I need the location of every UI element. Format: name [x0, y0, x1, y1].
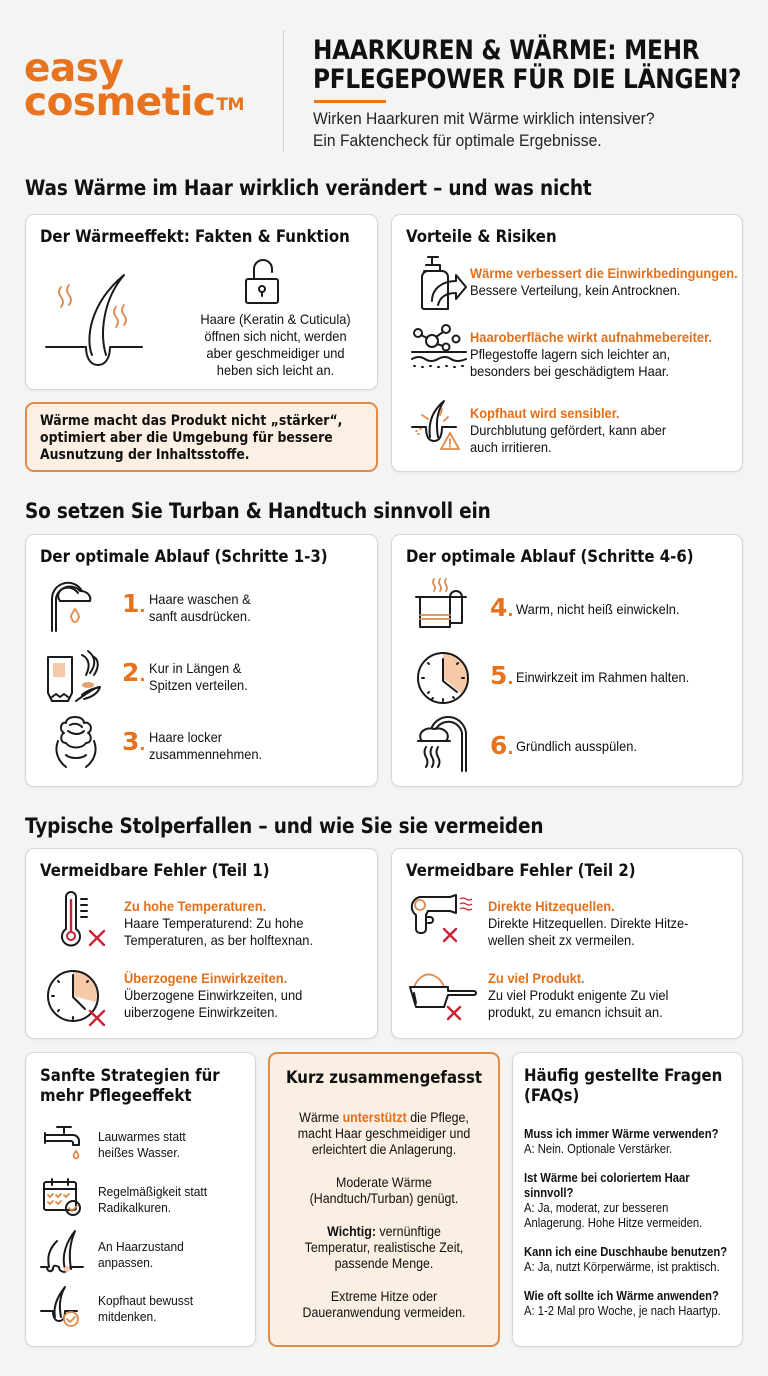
step-3-text [149, 729, 333, 763]
strategy-item [98, 1184, 241, 1216]
item-text: auch irritieren. [470, 439, 552, 455]
callout-line: optimiert aber die Umgebung für bessere [40, 430, 333, 446]
card-title: Der optimale Ablauf (Schritte 1-3) [40, 547, 328, 567]
summary-title: Kurz zusammengefasst [285, 1068, 483, 1088]
faq-answer: A: Ja, moderat, zur besseren [524, 1201, 669, 1215]
text: (Handtuch/Turban) genügt. [309, 1191, 459, 1206]
card-title: Vorteile & Risiken [406, 227, 557, 247]
risk-item [470, 405, 746, 456]
strategy-item [98, 1129, 241, 1161]
effect-description [186, 311, 365, 379]
item-text: Zu viel Produkt enigente Zu viel [488, 987, 669, 1003]
step-6-text [516, 738, 718, 755]
text: Temperatur, realistische Zeit, [304, 1240, 464, 1255]
strategy-text: An Haarzustand [98, 1239, 184, 1254]
step-text: Gründlich ausspülen. [516, 738, 638, 754]
scoop-x-icon [408, 969, 480, 1025]
section-title-warmth-effect: Was Wärme im Haar wirklich verändert – und was nicht [25, 176, 592, 200]
strategy-item [98, 1293, 241, 1325]
item-heading: Wärme verbessert die Einwirkbedingungen. [470, 265, 738, 281]
step-1-text [149, 591, 333, 625]
summary-p4 [283, 1289, 485, 1321]
callout-line: Ausnutzung der Inhaltsstoffe. [40, 447, 250, 463]
step-4-text [516, 601, 718, 618]
hair-follicle-heat-icon [44, 265, 144, 365]
strategy-text: heißes Wasser. [98, 1145, 180, 1160]
faq-answer: A: Nein. Optionale Verstärker. [524, 1142, 673, 1156]
card-title [524, 1066, 722, 1106]
callout-line: Wärme macht das Produkt nicht „stärker“, [40, 413, 343, 429]
header-divider [283, 30, 284, 152]
key-insight-callout [25, 402, 378, 472]
clock-x-icon [46, 969, 112, 1031]
item-heading: Haaroberfläche wirkt aufnahmebereiter. [470, 329, 712, 345]
item-heading: Kopfhaut wird sensibler. [470, 405, 620, 421]
summary-p3 [283, 1224, 485, 1272]
item-text: Direkte Hitzequellen. Direkte Hitze- [488, 915, 689, 931]
faq-item[interactable] [524, 1171, 740, 1231]
warm-towel-icon [416, 577, 468, 633]
card-title [40, 1066, 220, 1106]
text: erleichtert die Anlagerung. [311, 1142, 457, 1157]
warmth-effect-card [25, 214, 378, 390]
step-5-text [516, 669, 718, 686]
section-title-turban-usage: So setzen Sie Turban & Handtuch sinnvoll ein [25, 499, 491, 523]
item-text: uiberzogene Einwirkzeiten. [124, 1004, 278, 1020]
step-number: 4. [490, 593, 514, 622]
logo-line2: cosmetic [24, 80, 216, 125]
text: passende Menge. [334, 1256, 434, 1271]
step-number: 5. [490, 661, 514, 690]
faq-card [512, 1052, 743, 1347]
calendar-check-icon [43, 1177, 83, 1217]
page-subtitle [313, 108, 736, 152]
trademark-symbol: TM [216, 95, 244, 115]
strategy-text: anpassen. [98, 1255, 154, 1270]
errors-part2-card [391, 848, 743, 1039]
step-number: 2. [122, 658, 146, 687]
summary-p2 [283, 1175, 485, 1207]
strategy-text: Radikalkuren. [98, 1200, 172, 1215]
pump-bottle-arrow-icon [414, 255, 470, 313]
strategy-text: Kopfhaut bewusst [98, 1293, 194, 1308]
strategy-item [98, 1239, 241, 1271]
faq-question: sinnvoll? [524, 1186, 574, 1200]
faq-answer: A: 1-2 Mal pro Woche, je nach Haartyp. [524, 1304, 721, 1318]
step-text: zusammennehmen. [149, 746, 263, 762]
faq-question: Ist Wärme bei coloriertem Haar [524, 1171, 690, 1185]
subtitle-line1: Wirken Haarkuren mit Wärme wirklich intensiver? [313, 109, 655, 128]
scalp-check-icon [41, 1285, 87, 1329]
card-title: Der Wärmeeffekt: Fakten & Funktion [40, 227, 350, 247]
error-item-4 [488, 970, 727, 1021]
faq-answer: A: Ja, nutzt Körperwärme, ist praktisch. [524, 1260, 720, 1274]
gentle-strategies-card [25, 1052, 256, 1347]
item-text: produkt, zu emancn ichsuit an. [488, 1004, 663, 1020]
text: macht Haar geschmeidiger und [297, 1126, 471, 1141]
scalp-warning-icon [412, 399, 466, 453]
faq-question: Muss ich immer Wärme verwenden? [524, 1127, 719, 1141]
errors-part1-card [25, 848, 378, 1039]
error-item-2 [124, 970, 363, 1021]
step-number-value: 5 [490, 661, 508, 690]
summary-body [283, 1110, 485, 1321]
shower-rinse-icon [416, 717, 472, 773]
summary-card [268, 1052, 500, 1347]
steps-1-3-card [25, 534, 378, 787]
item-text: Überzogene Einwirkzeiten, und [124, 987, 303, 1003]
step-number: 3. [122, 727, 146, 756]
step-text: Warm, nicht heiß einwickeln. [516, 601, 680, 617]
item-heading: Direkte Hitzequellen. [488, 898, 615, 914]
tube-hand-icon [46, 649, 106, 705]
text: vernünftige [375, 1224, 441, 1239]
strategy-text: Regelmäßigkeit statt [98, 1184, 208, 1199]
pros-risks-card [391, 214, 743, 472]
step-2-text [149, 660, 333, 694]
text: die Pflege, [406, 1110, 469, 1125]
logo-line1: easy [24, 46, 124, 91]
step-number-value: 1 [122, 589, 140, 618]
faq-answer: Anlagerung. Hohe Hitze vermeiden. [524, 1216, 703, 1230]
thermometer-x-icon [56, 891, 112, 947]
text: Daueranwendung vermeiden. [302, 1305, 466, 1320]
page-title-line2: PFLEGEPOWER FÜR DIE LÄNGEN? [313, 64, 742, 95]
step-number-value: 4 [490, 593, 508, 622]
highlight-text: unterstützt [342, 1110, 407, 1125]
step-text: Haare locker [149, 729, 223, 745]
bold-text: Wichtig: [327, 1224, 376, 1239]
text: Moderate Wärme [336, 1175, 432, 1190]
card-title: Vermeidbare Fehler (Teil 2) [406, 861, 636, 881]
hairdryer-x-icon [410, 895, 472, 951]
page-title-line1: HAARKUREN & WÄRME: MEHR [313, 35, 700, 66]
title-line: (FAQs) [524, 1086, 580, 1106]
hair-strands-icon [41, 1229, 85, 1275]
step-number-value: 2 [122, 658, 140, 687]
strategy-text: mitdenken. [98, 1309, 157, 1324]
item-text: Bessere Verteilung, kein Antrocknen. [470, 282, 681, 298]
pro-item-1 [470, 265, 746, 299]
text-line: aber geschmeidiger und [206, 345, 345, 361]
callout-text [40, 413, 375, 464]
item-text: Pflegestoffe lagern sich leichter an, [470, 346, 671, 362]
item-heading: Zu hohe Temperaturen. [124, 898, 267, 914]
strategy-text: Lauwarmes statt [98, 1129, 186, 1144]
pro-item-2 [470, 329, 746, 380]
step-text: Einwirkzeit im Rahmen halten. [516, 669, 690, 685]
steps-4-6-card [391, 534, 743, 787]
faq-item[interactable] [524, 1127, 740, 1157]
faucet-icon [43, 1123, 83, 1165]
subtitle-line2: Ein Faktencheck für optimale Ergebnisse. [313, 131, 602, 150]
step-number-value: 6 [490, 731, 508, 760]
faq-question: Kann ich eine Duschhaube benutzen? [524, 1245, 728, 1259]
item-text: Haare Temperaturend: Zu hohe [124, 915, 304, 931]
step-text: Kur in Längen & [149, 660, 242, 676]
step-text: Haare waschen & [149, 591, 251, 607]
hair-bun-icon [52, 715, 100, 771]
text-line: heben sich leicht an. [216, 362, 335, 378]
title-line: mehr Pflegeeffekt [40, 1086, 192, 1106]
text: Wärme [299, 1110, 343, 1125]
item-text: Temperaturen, as ber holftexnan. [124, 932, 314, 948]
step-number: 1. [122, 589, 146, 618]
item-text: besonders bei geschädigtem Haar. [470, 363, 670, 379]
item-text: Durchblutung gefördert, kann aber [470, 422, 667, 438]
step-number-value: 3 [122, 727, 140, 756]
title-underline [314, 100, 386, 103]
card-title: Vermeidbare Fehler (Teil 1) [40, 861, 270, 881]
text: Extreme Hitze oder [330, 1289, 438, 1304]
step-number: 6. [490, 731, 514, 760]
clock-icon [416, 651, 470, 705]
faq-question: Wie oft sollte ich Wärme anwenden? [524, 1289, 719, 1303]
step-text: sanft ausdrücken. [149, 608, 251, 624]
summary-p1 [283, 1110, 485, 1158]
unlocked-padlock-icon [244, 257, 280, 305]
faq-item[interactable] [524, 1245, 740, 1275]
error-item-1 [124, 898, 363, 949]
page-title [313, 36, 760, 94]
title-line: Häufig gestellte Fragen [524, 1066, 723, 1086]
card-title: Der optimale Ablauf (Schritte 4-6) [406, 547, 694, 567]
faq-item[interactable] [524, 1289, 740, 1319]
shower-drop-icon [50, 577, 106, 639]
molecules-surface-icon [412, 325, 466, 369]
item-heading: Zu viel Produkt. [488, 970, 585, 986]
item-text: wellen sheit zx vermeilen. [488, 932, 635, 948]
text-line: Haare (Keratin & Cuticula) [200, 311, 351, 327]
item-heading: Überzogene Einwirkzeiten. [124, 970, 288, 986]
error-item-3 [488, 898, 727, 949]
brand-logo [24, 46, 244, 125]
section-title-pitfalls: Typische Stolperfallen – und wie Sie sie vermeiden [25, 814, 544, 838]
title-line: Sanfte Strategien für [40, 1066, 220, 1086]
faq-list [524, 1127, 740, 1319]
step-text: Spitzen verteilen. [149, 677, 248, 693]
text-line: öffnen sich nicht, werden [204, 328, 347, 344]
